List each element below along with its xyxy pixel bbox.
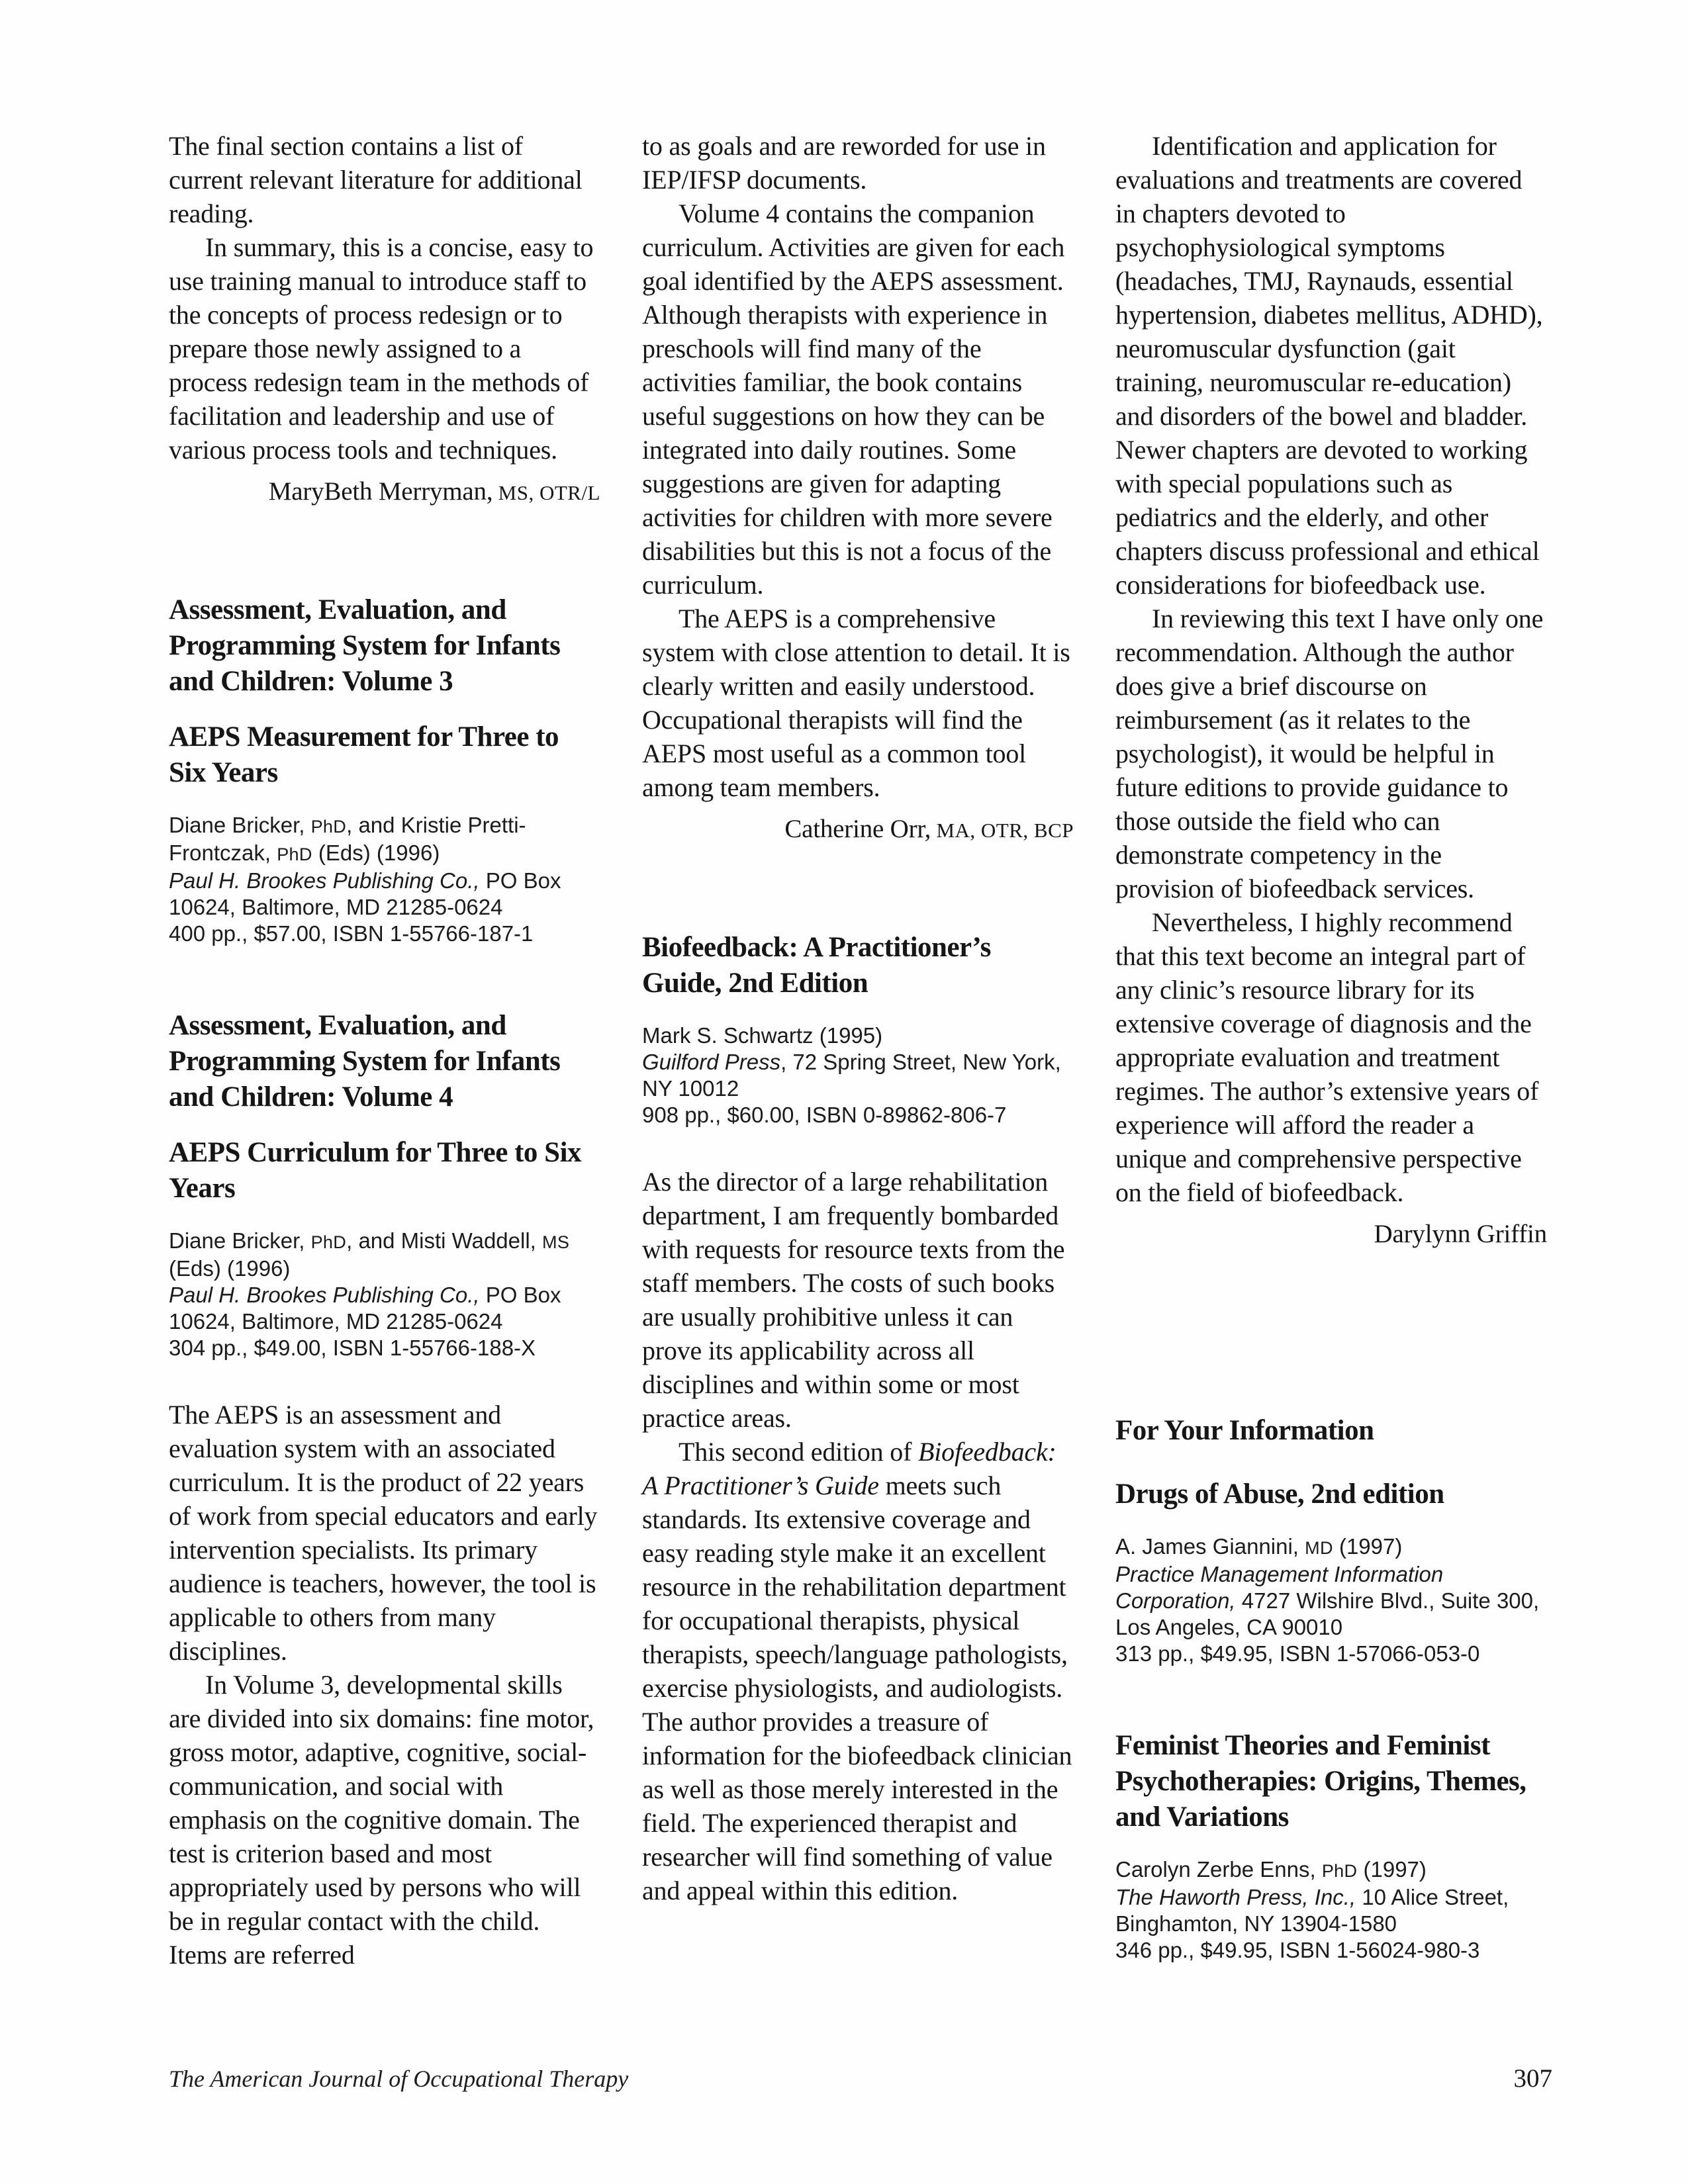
text-run: , 72 Spring Street, New York, NY 10012	[642, 1050, 1061, 1101]
citation-line	[169, 921, 600, 947]
citation-line	[169, 1228, 600, 1282]
paragraph	[169, 129, 600, 230]
citation-block	[169, 812, 600, 947]
text-run: In Volume 3, developmental skills are divided into six domains: fine motor, gross motor, adaptive, cognitive, social-communication, and social with emphasis on the cognitive domain. The test is criterion based and most appropriately used by persons who will be in regular contact with the child. Items are referred	[169, 1670, 594, 1970]
text-run: In summary, this is a concise, easy to use training manual to introduce staff to the concepts of process redesign or to prepare those newly assigned to a process redesign team in the methods of facilitation and leadership and use of various process tools and techniques.	[169, 232, 594, 465]
text-run: , and Kristie Pretti-Frontczak,	[169, 813, 526, 865]
text-run: (Eds) (1996)	[169, 1256, 291, 1281]
text-run: PhD	[310, 817, 347, 837]
text-run: PO Box 10624, Baltimore, MD 21285-0624	[169, 1283, 561, 1334]
text-run: 400 pp., $57.00, ISBN 1-55766-187-1	[169, 921, 534, 946]
book-title-heading: Assessment, Evaluation, and Programming System for Infants and Children: Volume 4	[169, 1010, 561, 1113]
text-run: PhD	[277, 844, 312, 864]
citation-line	[1115, 1641, 1547, 1667]
text-run: Diane Bricker,	[169, 1228, 311, 1253]
text-run: Catherine Orr,	[784, 815, 931, 843]
footer-page-number: 307	[1513, 2064, 1552, 2093]
text-run: meets such standards. Its extensive coverage and easy reading style make it an excellent resource in the rehabilitation department for occupational therapists, physical therapists, speech/language pathologists, exercise physiologists, and audiologists. The author provides a treasure of information for the biofeedback clinician as well as those merely interested in the field. The experienced therapist and researcher will find something of value and appeal within this edition.	[642, 1471, 1072, 1905]
text-run: 313 pp., $49.95, ISBN 1-57066-053-0	[1115, 1641, 1480, 1666]
text-run: Biofeedback: A Practitioner’s Guide	[642, 1437, 1056, 1500]
text-run: 304 pp., $49.00, ISBN 1-55766-188-X	[169, 1336, 536, 1360]
text-run: In reviewing this text I have only one recommendation. Although the author does give a brief discourse on reimbursement (as it relates to the psychologist), it would be helpful in future editions to provide guidance to those outside the field who can demonstrate competency in the provision of biofeedback services.	[1115, 604, 1544, 903]
citation-line	[1115, 1533, 1547, 1561]
text-run: The Haworth Press, Inc.,	[1115, 1885, 1356, 1909]
book-title-heading: Biofeedback: A Practitioner’s Guide, 2nd Edition	[642, 932, 991, 999]
book-title-heading: Feminist Theories and Feminist Psychotherapies: Origins, Themes, and Variations	[1115, 1730, 1526, 1833]
page-columns	[169, 129, 1547, 1972]
column-3	[1115, 129, 1547, 1972]
text-run: MS	[542, 1232, 570, 1252]
citation-line	[1115, 1856, 1547, 1884]
text-run: MA, OTR, BCP	[931, 819, 1074, 842]
citation-block	[1115, 1856, 1547, 1964]
citation-line	[642, 1023, 1074, 1049]
section-heading: For Your Information	[1115, 1415, 1374, 1446]
reviewer-byline	[642, 812, 1074, 847]
paragraph	[642, 602, 1074, 804]
page-footer	[169, 2064, 1552, 2093]
text-run: MS, OTR/L	[492, 481, 600, 504]
text-run: 346 pp., $49.95, ISBN 1-56024-980-3	[1115, 1938, 1480, 1962]
text-run: Practice Management Information Corporation,	[1115, 1562, 1444, 1613]
citation-line	[169, 868, 600, 921]
text-run: As the director of a large rehabilitation department, I am frequently bombarded with requests for resource texts from the staff members. The costs of such books are usually prohibitive unless it can prove its applicability across all disciplines and within some or most practice areas.	[642, 1167, 1065, 1433]
text-run: PhD	[1321, 1861, 1358, 1881]
citation-block	[1115, 1533, 1547, 1667]
book-title-heading: Drugs of Abuse, 2nd edition	[1115, 1479, 1444, 1510]
paragraph	[642, 1165, 1074, 1435]
paragraph	[642, 1435, 1074, 1907]
paragraph	[1115, 602, 1547, 905]
text-run: to as goals and are reworded for use in IEP/IFSP documents.	[642, 131, 1046, 195]
text-run: The AEPS is a comprehensive system with close attention to detail. It is clearly written and easily understood. Occupational therapists will find the AEPS most useful as a common tool among team members.	[642, 604, 1070, 802]
citation-line	[642, 1102, 1074, 1128]
citation-line	[169, 1335, 600, 1361]
text-run: The final section contains a list of current relevant literature for additional reading.	[169, 131, 583, 228]
text-run: 4727 Wilshire Blvd., Suite 300, Los Angeles, CA 90010	[1115, 1588, 1540, 1639]
paragraph	[169, 1668, 600, 1972]
citation-line	[1115, 1561, 1547, 1641]
text-run: A. James Giannini,	[1115, 1534, 1305, 1559]
text-run: Carolyn Zerbe Enns,	[1115, 1857, 1322, 1882]
text-run: This second edition of	[679, 1437, 919, 1467]
paragraph	[642, 197, 1074, 602]
citation-line	[1115, 1937, 1547, 1964]
text-run: Nevertheless, I highly recommend that this text become an integral part of any clinic’s resource library for its extensive coverage of diagnosis and the appropriate evaluation and treatment regimes. The author’s extensive years of experience will afford the reader a unique and comprehensive perspective on the field of biofeedback.	[1115, 907, 1539, 1207]
footer-journal-title: The American Journal of Occupational Therapy	[169, 2066, 629, 2092]
text-run: Paul H. Brookes Publishing Co.,	[169, 1283, 480, 1307]
text-run: Mark S. Schwartz (1995)	[642, 1023, 883, 1048]
text-run: Darylynn Griffin	[1374, 1220, 1547, 1248]
text-run: (1997)	[1357, 1857, 1427, 1882]
text-run: Paul H. Brookes Publishing Co.,	[169, 868, 480, 893]
book-title-heading: Assessment, Evaluation, and Programming System for Infants and Children: Volume 3	[169, 594, 561, 697]
column-2	[642, 129, 1074, 1972]
paragraph	[169, 230, 600, 467]
text-run: Identification and application for evaluations and treatments are covered in chapters devoted to psychophysiological symptoms (headaches, TMJ, Raynauds, essential hypertension, diabetes mellitus, ADHD), neuromuscular dysfunction (gait training, neuromuscular re-education) and disorders of the bowel and bladder. Newer chapters are devoted to working with special populations such as pediatrics and the elderly, and other chapters discuss professional and ethical considerations for biofeedback use.	[1115, 131, 1543, 600]
paragraph	[642, 129, 1074, 197]
text-run: MD	[1305, 1538, 1333, 1558]
column-1	[169, 129, 600, 1972]
citation-line	[642, 1049, 1074, 1102]
paragraph	[1115, 905, 1547, 1209]
citation-line	[169, 812, 600, 868]
text-run: MaryBeth Merryman,	[268, 477, 493, 506]
text-run: 10 Alice Street, Binghamton, NY 13904-1580	[1115, 1885, 1509, 1936]
paragraph	[1115, 129, 1547, 602]
citation-line	[1115, 1884, 1547, 1937]
reviewer-byline	[1115, 1217, 1547, 1251]
text-run: PO Box 10624, Baltimore, MD 21285-0624	[169, 868, 561, 919]
text-run: Diane Bricker,	[169, 813, 311, 837]
citation-line	[169, 1282, 600, 1335]
text-run: PhD	[310, 1232, 347, 1252]
book-subtitle-heading: AEPS Curriculum for Three to Six Years	[169, 1137, 582, 1204]
paragraph	[169, 1398, 600, 1668]
text-run: 908 pp., $60.00, ISBN 0-89862-806-7	[642, 1103, 1007, 1127]
text-run: Volume 4 contains the companion curriculum. Activities are given for each goal identified by the AEPS assessment. Although therapists with experience in preschools will find many of the activities familiar, the book contains useful suggestions on how they can be integrated into daily routines. Some suggestions are given for adapting activities for children with more severe disabilities but this is not a focus of the curriculum.	[642, 199, 1065, 600]
text-run: (Eds) (1996)	[312, 841, 440, 865]
citation-block	[642, 1023, 1074, 1128]
text-run: Guilford Press	[642, 1050, 781, 1074]
text-run: , and Misti Waddell,	[346, 1228, 542, 1253]
text-run: (1997)	[1333, 1534, 1403, 1559]
reviewer-byline	[169, 475, 600, 510]
text-run: The AEPS is an assessment and evaluation system with an associated curriculum. It is the product of 22 years of work from special educators and early intervention specialists. Its primary audience is teachers, however, the tool is applicable to others from many disciplines.	[169, 1400, 598, 1666]
book-subtitle-heading: AEPS Measurement for Three to Six Years	[169, 721, 559, 788]
citation-block	[169, 1228, 600, 1361]
